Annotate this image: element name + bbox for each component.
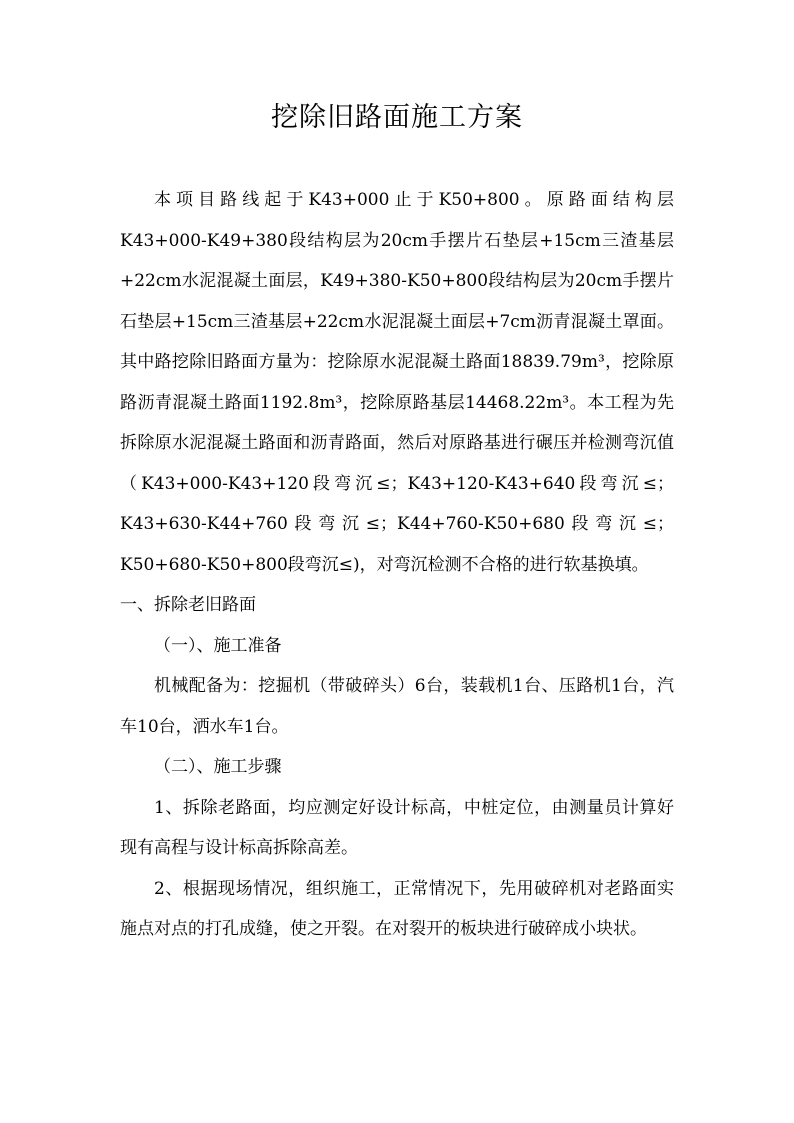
equipment-paragraph: 机械配备为：挖掘机（带破碎头）6台，装载机1台、压路机1台，汽车10台，洒水车1台。 (120, 676, 674, 737)
document-title: 挖除旧路面施工方案 (271, 102, 523, 133)
step-1-paragraph: 1、拆除老路面，均应测定好设计标高，中桩定位，由测量员计算好现有高程与设计标高拆除高差。 (120, 797, 674, 858)
subsection-heading-preparation: （一）、施工准备 (154, 635, 282, 656)
section-heading-remove-old-pavement: 一、拆除老旧路面 (120, 595, 256, 615)
step-2-paragraph: 2、根据现场情况，组织施工，正常情况下，先用破碎机对老路面实施点对点的打孔成缝，使之开裂。在对裂开的板块进行破碎成小块状。 (120, 878, 674, 939)
document-body (120, 180, 674, 950)
intro-paragraph: 本项目路线起于K43+000止于K50+800。原路面结构层K43+000-K49+380段结构层为20cm手摆片石垫层+15cm三渣基层+22cm水泥混凝土面层，K49+380-K50+800段结构层为20cm手摆片石垫层+15cm三渣基层+22cm水泥混凝土面层+7cm沥青混凝土罩面。其中路挖除旧路面方量为：挖除原水泥混凝土路面18839.79m³，挖除原路沥青混凝土路面1192.8m³，挖除原路基层14468.22m³。本工程为先拆除原水泥混凝土路面和沥青路面，然后对原路基进行碾压并检测弯沉值（K43+000-K43+120段弯沉≤；K43+120-K43+640段弯沉≤；K43+630-K44+760段弯沉≤；K44+760-K50+680段弯沉≤；K50+680-K50+800段弯沉≤)，对弯沉检测不合格的进行软基换填。 (120, 190, 674, 575)
subsection-heading-steps: （二）、施工步骤 (154, 757, 282, 777)
